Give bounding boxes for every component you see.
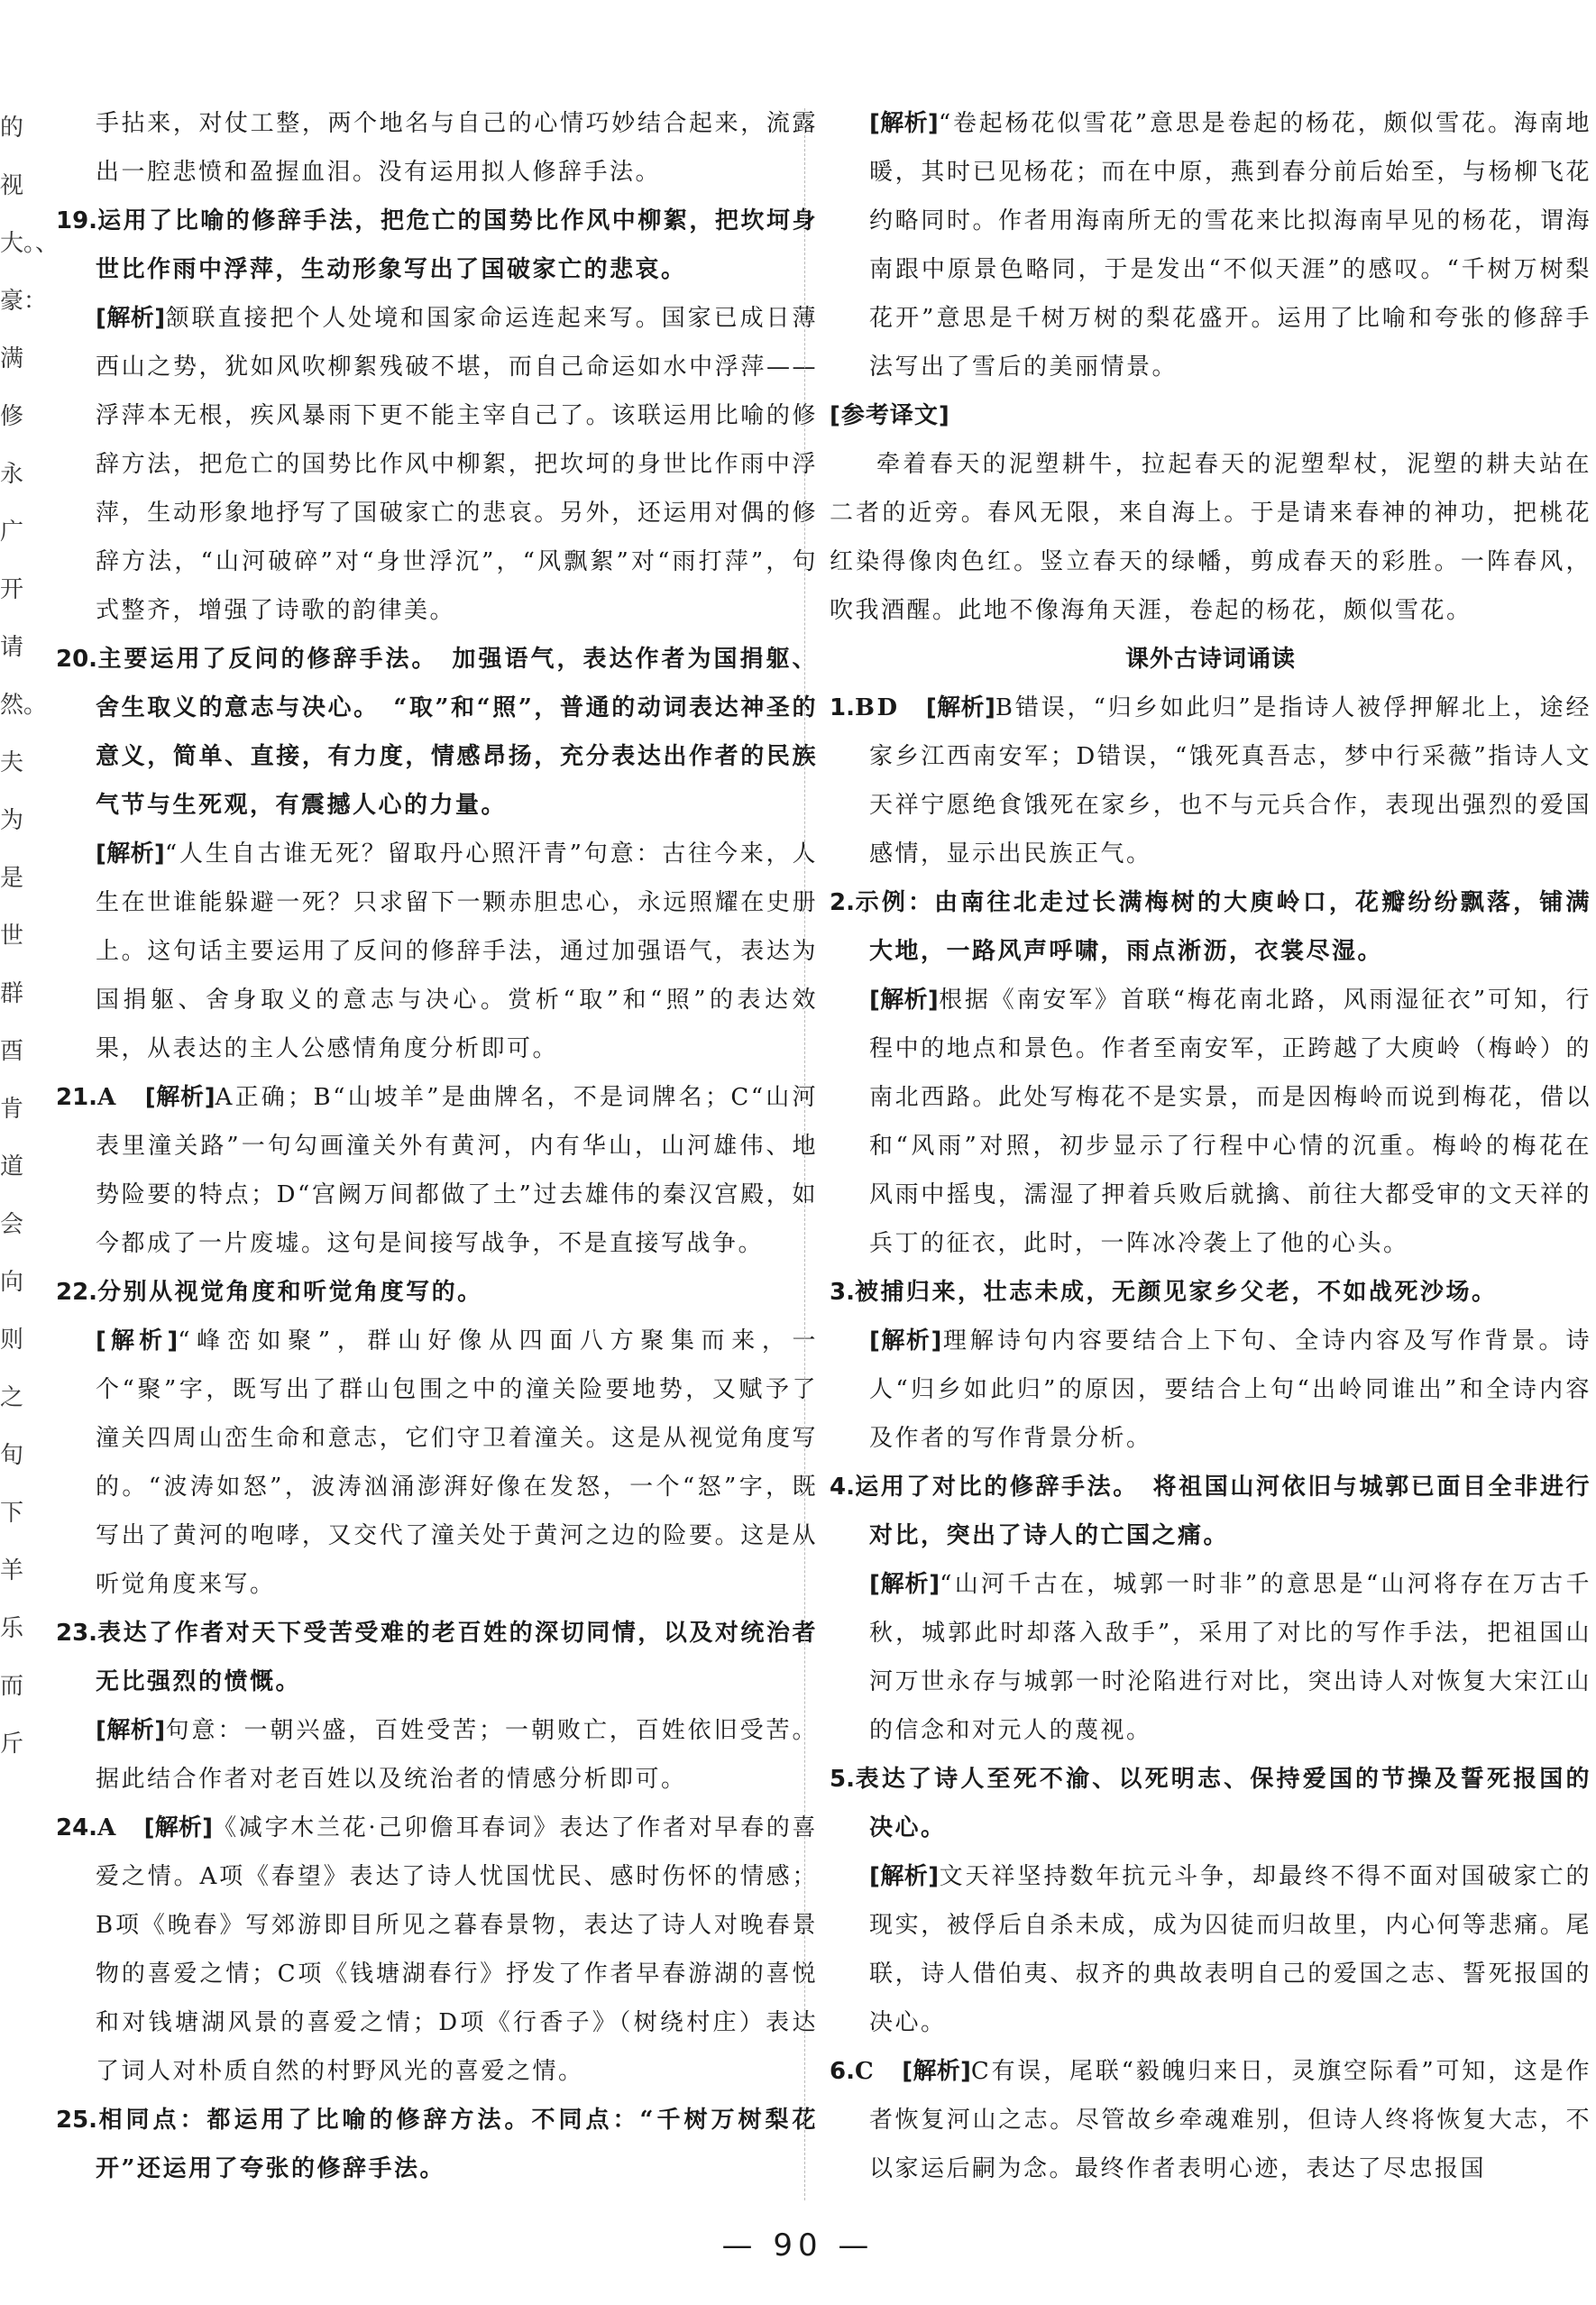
answer-text: A [97,1814,118,1841]
analysis-text: 文天祥坚持数年抗元斗争，却最终不得不面对国破家亡的现实，被俘后自杀未成，成为囚徒而归故里，内心何等悲痛。尾联，诗人借伯夷、叔齐的典故表明自己的爱国之志、誓死报国的决心。 [869,1863,1591,2036]
question-number: 4. [830,1474,855,1501]
analysis-text: A正确；B“山坡羊”是曲牌名，不是词牌名；C“山河表里潼关路”一句勾画潼关外有黄河，内有华山，山河雄伟、地势险要的特点；D“宫阙万间都做了土”过去雄伟的秦汉宫殿，如今都成了一片废墟。这句是间接写战争，不是直接写战争。 [96,1084,818,1257]
question-number: 24. [56,1814,98,1841]
analysis-tag: [解析] [869,1571,940,1598]
column-divider [804,108,806,2200]
translation-text: 牵着春天的泥塑耕牛，拉起春天的泥塑犁杖，泥塑的耕夫站在二者的近旁。春风无限，来自海上。于是请来春神的神功，把桃花红染得像肉色红。竖立春天的绿幡，剪成春天的彩胜。一阵春风，吹我酒醒。此地不像海角天涯，卷起的杨花，颇似雪花。 [830,451,1591,624]
question-25-analysis [830,99,1591,391]
question-21 [56,1073,818,1268]
analysis-tag: [解析] [869,1327,942,1355]
page-number: — 90 — [721,2227,875,2264]
answer-text: 主要运用了反问的修辞手法。 加强语气，表达作者为国捐躯、舍生取义的意志与决心。 “取”和“照”，普通的动词表达神圣的意义，简单、直接，有力度，情感昂扬，充分表达出作者的民族气节与生死观，有震撼人心的力量。 [96,646,818,819]
answer-text: BD [854,694,900,721]
answer-text: 分别从视觉角度和听觉角度写的。 [97,1279,483,1306]
question-number: 2. [830,889,855,916]
analysis-tag: [解析] [144,1084,216,1111]
question-number: 21. [56,1084,98,1111]
extra-question-4 [830,1463,1591,1755]
analysis-text: 《减字木兰花·己卯儋耳春词》表达了作者对早春的喜爱之情。A项《春望》表达了诗人忧国忧民、感时伤怀的情感；B项《晚春》写郊游即目所见之暮春景物，表达了诗人对晚春景物的喜爱之情；C项《钱塘湖春行》抒发了作者早春游湖的喜悦和对钱塘湖风景的喜爱之情；D项《行香子》（树绕村庄）表达了词人对朴质自然的村野风光的喜爱之情。 [96,1814,818,2085]
analysis-text: 颔联直接把个人处境和国家命运连起来写。国家已成日薄西山之势，犹如风吹柳絮残破不堪，而自己命运如水中浮萍——浮萍本无根，疾风暴雨下更不能主宰自己了。该联运用比喻的修辞方法，把危亡的国势比作风中柳絮，把坎坷的身世比作雨中浮萍，生动形象地抒写了国破家亡的悲哀。另外，还运用对偶的修辞方法，“山河破碎”对“身世浮沉”，“风飘絮”对“雨打萍”，句式整齐，增强了诗歌的韵律美。 [96,305,818,624]
translation-label: [参考译文] [830,402,950,429]
analysis-tag: [解析] [96,840,165,868]
analysis-text: 根据《南安军》首联“梅花南北路，风雨湿征衣”可知，行程中的地点和景色。作者至南安军，正跨越了大庾岭（梅岭）的南北西路。此处写梅花不是实景，而是因梅岭而说到梅花，借以和“风雨”对照，初步显示了行程中心情的沉重。梅岭的梅花在风雨中摇曳，濡湿了押着兵败后就擒、前往大都受审的文天祥的兵丁的征衣，此时，一阵冰冷袭上了他的心头。 [869,987,1591,1257]
question-23 [56,1609,818,1804]
analysis-tag: [解析] [143,1814,214,1841]
question-number: 19. [56,207,98,234]
question-number: 5. [830,1766,855,1793]
analysis-tag: [解析] [869,1863,940,1890]
question-20 [56,635,818,1073]
analysis-tag: [解析] [925,694,995,721]
extra-question-3 [830,1268,1591,1463]
analysis-text: 理解诗句内容要结合上下句、全诗内容及写作背景。诗人“归乡如此归”的原因，要结合上句“出岭同谁出”和全诗内容及作者的写作背景分析。 [869,1327,1591,1452]
answer-text: 被捕归来，壮志未成，无颜见家乡父老，不如战死沙场。 [854,1279,1498,1306]
answer-text: 运用了比喻的修辞手法，把危亡的国势比作风中柳絮，把坎坷身世比作雨中浮萍，生动形象写出了国破家亡的悲哀。 [96,207,818,283]
analysis-tag: [解析] [869,987,939,1014]
extra-question-2 [830,878,1591,1268]
analysis-tag: [解析] [96,1717,166,1744]
question-25 [56,2096,818,2193]
question-number: 6. [830,2058,855,2085]
answer-text: 相同点：都运用了比喻的修辞方法。不同点：“千树万树梨花开”还运用了夸张的修辞手法。 [96,2107,818,2182]
question-22 [56,1268,818,1609]
analysis-text: “人生自古谁无死？留取丹心照汗青”句意：古往今来，人生在世谁能躲避一死？只求留下一颗赤胆忠心，永远照耀在史册上。这句话主要运用了反问的修辞手法，通过加强语气，表达为国捐躯、舍身取义的意志与决心。赏析“取”和“照”的表达效果，从表达的主人公感情角度分析即可。 [96,840,818,1062]
question-number: 3. [830,1279,855,1306]
analysis-tag: [解析] [902,2058,971,2085]
right-column [830,99,1591,2209]
question-number: 1. [830,694,855,721]
extra-question-1 [830,684,1591,878]
analysis-text: B错误，“归乡如此归”是指诗人被俘押解北上，途经家乡江西南安军；D错误，“饿死真吾志，梦中行采薇”指诗人文天祥宁愿绝食饿死在家乡，也不与元兵合作，表现出强烈的爱国感情，显示出民族正气。 [869,694,1591,868]
answer-text: 表达了诗人至死不渝、以死明志、保持爱国的节操及誓死报国的决心。 [854,1766,1591,1841]
answer-text: 表达了作者对天下受苦受难的老百姓的深切同情，以及对统治者无比强烈的愤慨。 [96,1620,818,1695]
answer-text: 运用了对比的修辞手法。 将祖国山河依旧与城郭已面目全非进行对比，突出了诗人的亡国之痛。 [854,1474,1591,1549]
left-column [56,99,818,2209]
analysis-text: 句意：一朝兴盛，百姓受苦；一朝败亡，百姓依旧受苦。据此结合作者对老百姓以及统治者的情感分析即可。 [96,1717,818,1793]
analysis-tag: [解析] [869,110,939,137]
q18-tail-text: 手拈来，对仗工整，两个地名与自己的心情巧妙结合起来，流露出一腔悲愤和盈握血泪。没有运用拟人修辞手法。 [96,110,818,186]
analysis-text: “山河千古在，城郭一时非”的意思是“山河将存在万古千秋，城郭此时却落入敌手”，采用了对比的写作手法，把祖国山河万世永存与城郭一时沦陷进行对比，突出诗人对恢复大宋江山的信念和对元人的蔑视。 [869,1571,1591,1744]
question-24 [56,1804,818,2096]
extra-question-6 [830,2047,1591,2193]
analysis-text: “卷起杨花似雪花”意思是卷起的杨花，颇似雪花。海南地暖，其时已见杨花；而在中原，燕到春分前后始至，与杨柳飞花约略同时。作者用海南所无的雪花来比拟海南早见的杨花，谓海南跟中原景色略同，于是发出“不似天涯”的感叹。“千树万树梨花开”意思是千树万树的梨花盛开。运用了比喻和夸张的修辞手法写出了雪后的美丽情景。 [869,110,1591,381]
question-number: 23. [56,1620,98,1647]
question-number: 25. [56,2107,98,2134]
answer-text: C [854,2058,876,2085]
question-number: 22. [56,1279,98,1306]
left-edge-fragment: 的视大。、豪：满修永广开请然。夫为是世群酉肯道会向则之旬下羊乐而斤 [0,115,60,1758]
question-19 [56,197,818,635]
extra-question-5 [830,1755,1591,2047]
analysis-tag: [解析] [96,305,166,332]
section-title: 课外古诗词诵读 [1124,646,1296,673]
analysis-tag: [解析] [96,1327,179,1355]
analysis-text: “峰峦如聚”，群山好像从四面八方聚集而来，一个“聚”字，既写出了群山包围之中的潼关险要地势，又赋予了潼关四周山峦生命和意志，它们守卫着潼关。这是从视觉角度写的。“波涛如怒”，波涛汹涌澎湃好像在发怒，一个“怒”字，既写出了黄河的咆哮，又交代了潼关处于黄河之边的险要。这是从听觉角度来写。 [96,1327,818,1598]
question-number: 20. [56,646,98,673]
answer-text: 示例：由南往北走过长满梅树的大庾岭口，花瓣纷纷飘落，铺满大地，一路风声呼啸，雨点淅沥，衣裳尽湿。 [854,889,1591,965]
answer-text: A [97,1084,118,1111]
analysis-text: C有误，尾联“毅魄归来日，灵旗空际看”可知，这是作者恢复河山之志。尽管故乡牵魂难别，但诗人终将恢复大志，不以家运后嗣为念。最终作者表明心迹，表达了尽忠报国 [869,2058,1591,2182]
